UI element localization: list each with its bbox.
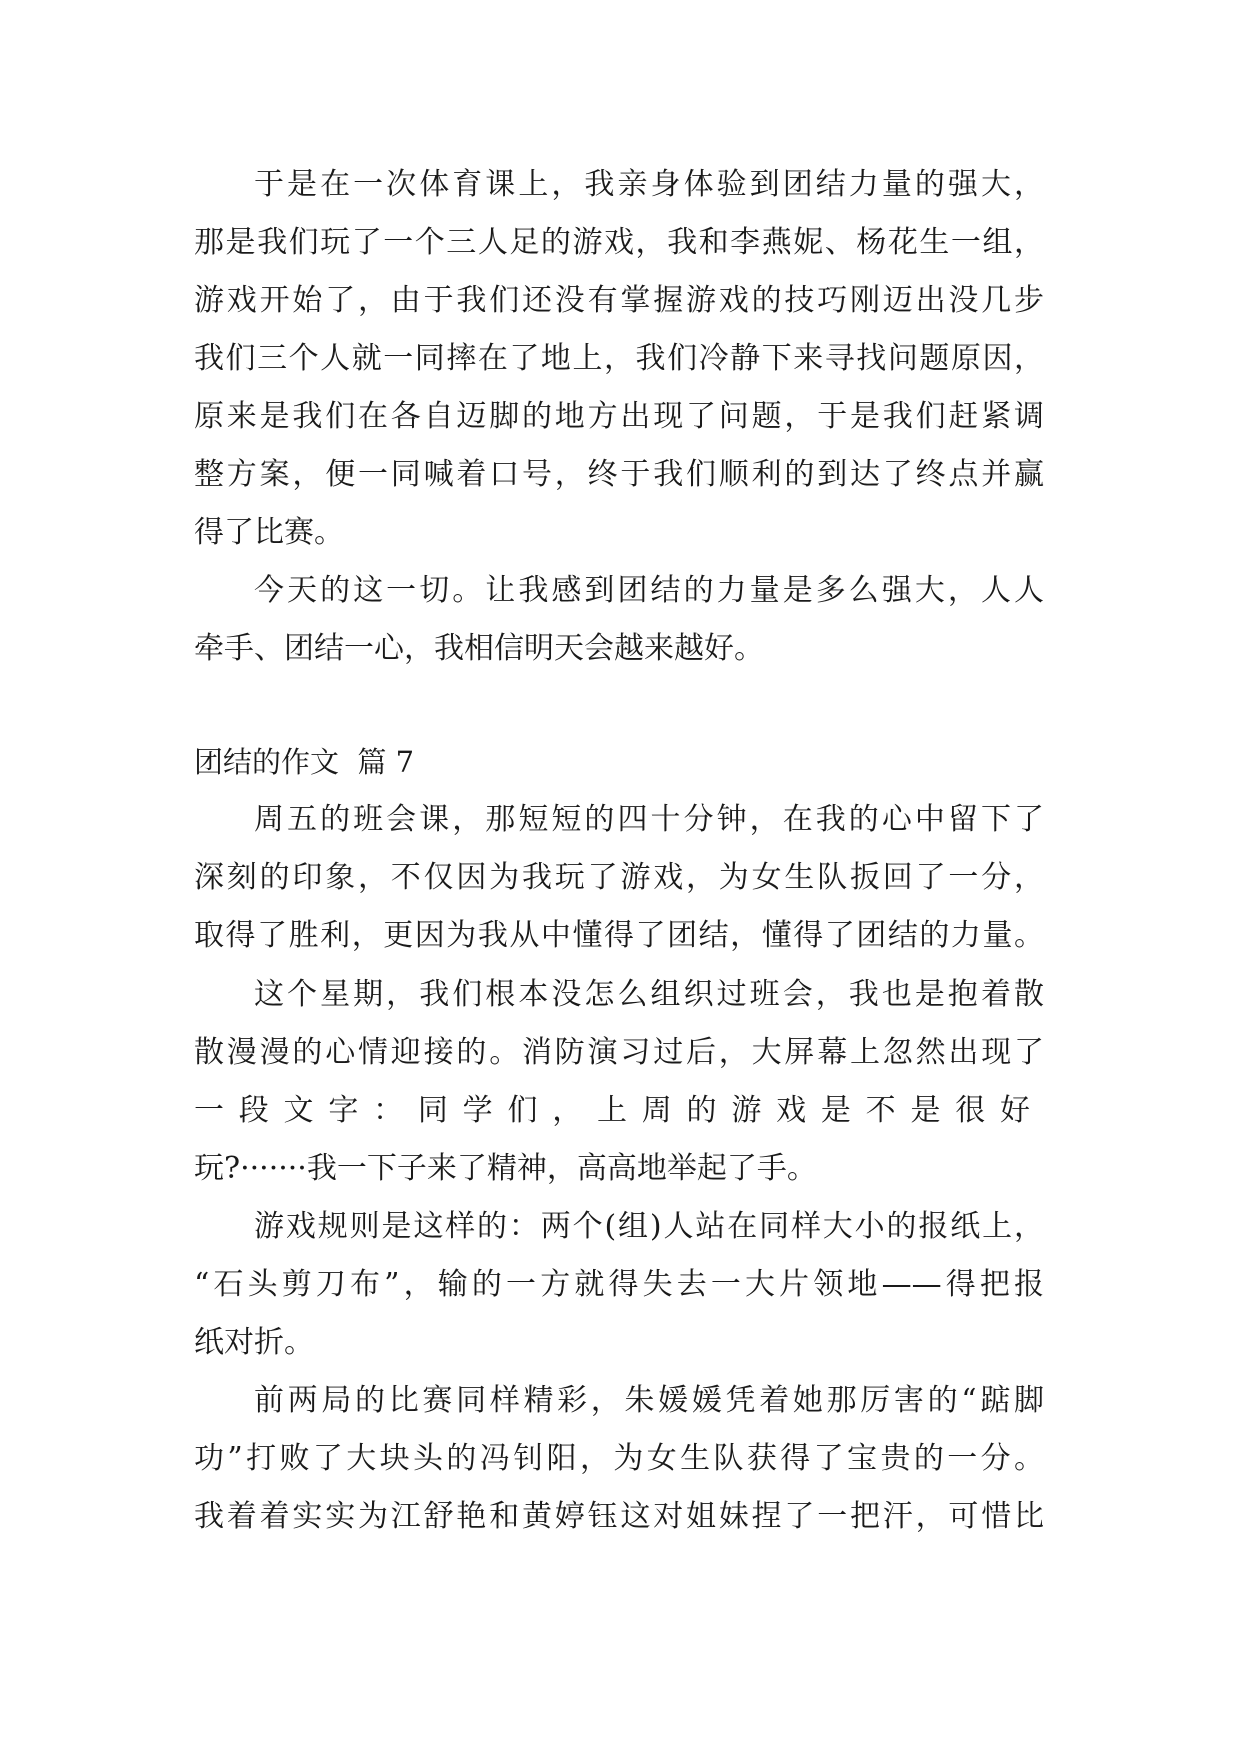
paragraph-line: 整方案，便一同喊着口号，终于我们顺利的到达了终点并赢: [194, 457, 1044, 492]
section-title: 团结的作文 篇 7: [194, 745, 415, 779]
paragraph-line: 得了比赛。: [194, 515, 344, 550]
paragraph-line: 取得了胜利，更因为我从中懂得了团结，懂得了团结的力量。: [194, 918, 1044, 953]
paragraph-line: 前两局的比赛同样精彩，朱媛媛凭着她那厉害的“踮脚: [254, 1383, 1044, 1418]
paragraph-line: 我们三个人就一同摔在了地上，我们冷静下来寻找问题原因，: [194, 341, 1044, 376]
paragraph-line: 纸对折。: [194, 1325, 314, 1360]
paragraph-line: 周五的班会课，那短短的四十分钟，在我的心中留下了: [254, 802, 1044, 837]
paragraph-line: “石头剪刀布”，输的一方就得失去一大片领地——得把报: [194, 1267, 1044, 1302]
paragraph-line: 于是在一次体育课上，我亲身体验到团结力量的强大，: [254, 167, 1044, 202]
paragraph-line: 游戏开始了，由于我们还没有掌握游戏的技巧刚迈出没几步: [194, 283, 1044, 318]
paragraph-line: 这个星期，我们根本没怎么组织过班会，我也是抱着散: [254, 977, 1044, 1012]
paragraph-line: 牵手、团结一心，我相信明天会越来越好。: [194, 631, 764, 666]
paragraph-line: 我着着实实为江舒艳和黄婷钰这对姐妹捏了一把汗，可惜比: [194, 1499, 1044, 1534]
paragraph-line: 功”打败了大块头的冯钊阳，为女生队获得了宝贵的一分。: [194, 1441, 1044, 1476]
paragraph-line: 玩?·······我一下子来了精神，高高地举起了手。: [194, 1151, 817, 1186]
paragraph-line: 那是我们玩了一个三人足的游戏，我和李燕妮、杨花生一组，: [194, 225, 1044, 260]
paragraph-line: 深刻的印象，不仅因为我玩了游戏，为女生队扳回了一分，: [194, 860, 1044, 895]
paragraph-line: 原来是我们在各自迈脚的地方出现了问题，于是我们赶紧调: [194, 399, 1044, 434]
paragraph-line: 散漫漫的心情迎接的。消防演习过后，大屏幕上忽然出现了: [194, 1035, 1044, 1070]
paragraph-line: 今天的这一切。让我感到团结的力量是多么强大，人人: [254, 573, 1044, 608]
paragraph-line: 游戏规则是这样的：两个(组)人站在同样大小的报纸上，: [254, 1209, 1044, 1244]
paragraph-line: 一段文字：同学们，上周的游戏是不是很好: [194, 1093, 1044, 1128]
